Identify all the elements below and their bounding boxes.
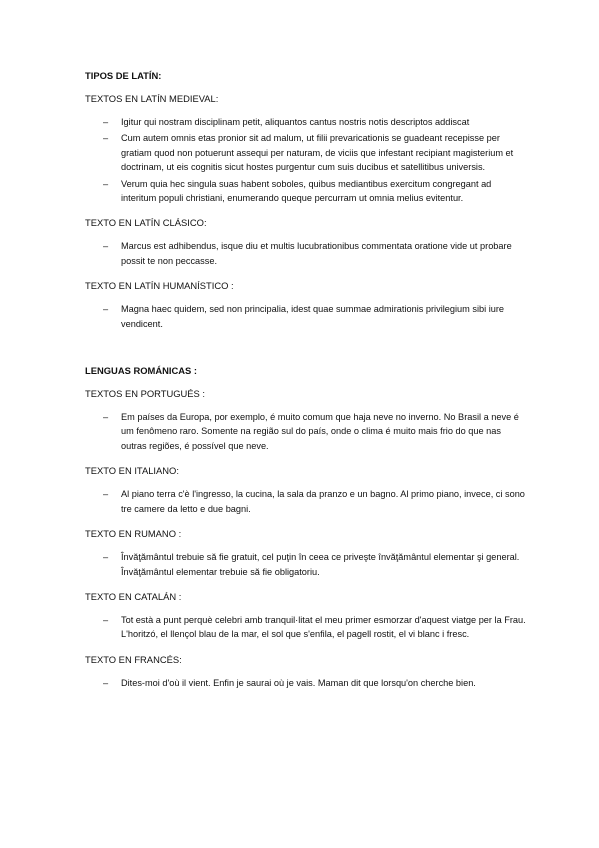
- section-spacer: [85, 343, 527, 365]
- dash-bullet-icon: –: [103, 178, 109, 189]
- item-list: [85, 239, 527, 268]
- section-heading: TIPOS DE LATÍN:: [85, 70, 162, 81]
- item-text: Verum quia hec singula suas habent soboles, quibus mediantibus exercitum congregant ad interitum populi christiani, enumerando queque percurram ut omnia melius evitentur.: [121, 178, 492, 204]
- group-title: TEXTOS EN PORTUGUÉS :: [85, 388, 205, 400]
- item-list: [85, 487, 527, 516]
- group-title: TEXTO EN LATÍN CLÁSICO:: [85, 217, 207, 229]
- group-title: TEXTOS EN LATÍN MEDIEVAL:: [85, 93, 219, 104]
- item-text: Al piano terra c'è l'ingresso, la cucina, la sala da pranzo e un bagno. Al primo piano, invece, ci sono tre camere da letto e due bagni.: [121, 489, 525, 514]
- item-list: [85, 613, 527, 642]
- list-item: [85, 410, 527, 453]
- dash-bullet-icon: –: [103, 614, 109, 625]
- list-item: [85, 302, 527, 331]
- list-item: [85, 115, 527, 129]
- section-heading: LENGUAS ROMÁNICAS :: [85, 365, 197, 377]
- item-text: Magna haec quidem, sed non principalia, idest quae summae admirationis privilegium sibi iure vendicent.: [121, 304, 505, 329]
- section-latin-types: [85, 70, 527, 331]
- list-item: [85, 177, 527, 206]
- dash-bullet-icon: –: [103, 677, 109, 688]
- item-list: [85, 550, 527, 579]
- item-text: Igitur qui nostram disciplinam petit, aliquantos cantus nostris notis descriptos addiscat: [121, 117, 470, 127]
- item-list: [85, 676, 527, 690]
- dash-bullet-icon: –: [103, 412, 109, 423]
- dash-bullet-icon: –: [103, 241, 109, 252]
- group-title: TEXTO EN ITALIANO:: [85, 465, 179, 477]
- item-list: [85, 410, 527, 453]
- dash-bullet-icon: –: [103, 117, 109, 127]
- list-item: [85, 487, 527, 516]
- list-item: [85, 550, 527, 579]
- item-list: [85, 115, 527, 205]
- item-list: [85, 302, 527, 331]
- dash-bullet-icon: –: [103, 489, 109, 500]
- group-title: TEXTO EN RUMANO :: [85, 528, 182, 540]
- list-item: [85, 131, 527, 174]
- group-title: TEXTO EN FRANCÉS:: [85, 653, 182, 665]
- list-item: [85, 676, 527, 690]
- item-text: Cum autem omnis etas pronior sit ad malum, ut filii prevaricationis se guadeant recepisse per gratiam quod non potuerunt assequi per naturam, de viciis que infestant recipiant magisterium et doctrinam, ut eis cognitis sicut hostes purgentur cum suis ducibus et satellitibus universis.: [121, 133, 514, 173]
- list-item: [85, 239, 527, 268]
- dash-bullet-icon: –: [103, 304, 109, 315]
- item-text: Dites-moi d'où il vient. Enfin je saurai où je vais. Maman dit que lorsqu'on cherche bien.: [121, 677, 476, 688]
- item-text: Tot està a punt perquè celebri amb tranquil·litat el meu primer esmorzar d'aquest viatge per la Frau. L'horitzó, el llençol blau de la mar, el sol que s'enfila, el pagell rostit, el vi blanc i fresc.: [121, 614, 526, 640]
- list-item: [85, 613, 527, 642]
- item-text: Marcus est adhibendus, isque diu et multis lucubrationibus commentata oratione vide ut probare possit te non peccasse.: [121, 241, 512, 266]
- section-romance-languages: [85, 365, 527, 690]
- item-text: Em países da Europa, por exemplo, é muito comum que haja neve no inverno. No Brasil a neve é um fenômeno raro. Somente na região sul do país, onde o clima é muito mais frio do que nas outras regiões, é possível que neve.: [121, 412, 519, 451]
- dash-bullet-icon: –: [103, 552, 109, 563]
- dash-bullet-icon: –: [103, 133, 109, 144]
- item-text: Învăţământul trebuie să fie gratuit, cel puţin în ceea ce priveşte învăţământul elementar şi general. Învăţământul elementar trebuie să fie obligatoriu.: [121, 552, 520, 577]
- group-title: TEXTO EN CATALÁN :: [85, 590, 182, 602]
- group-title: TEXTO EN LATÍN HUMANÍSTICO :: [85, 280, 234, 292]
